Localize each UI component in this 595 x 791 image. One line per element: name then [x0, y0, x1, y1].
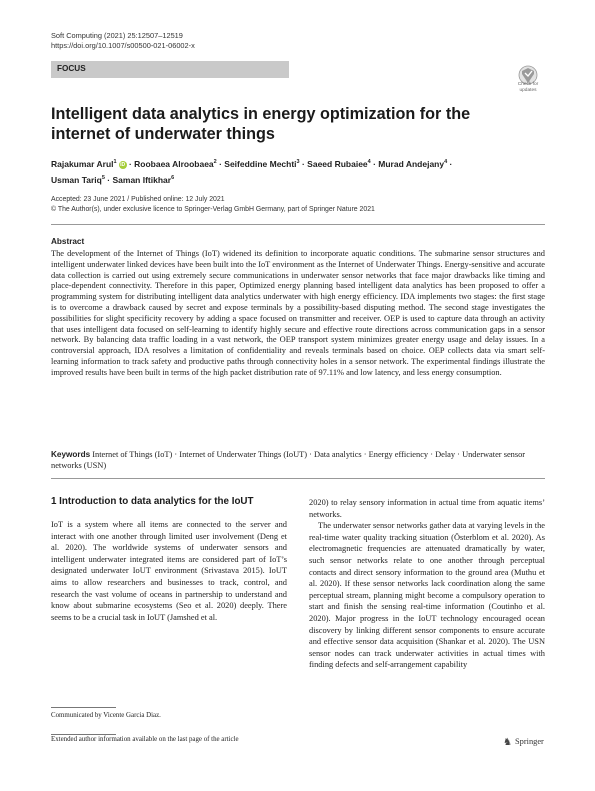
journal-citation: Soft Computing (2021) 25:12507–12519: [51, 31, 183, 40]
footnote-divider: [51, 734, 116, 735]
author-info-note: Extended author information available on the last page of the article: [51, 736, 239, 743]
divider: [51, 478, 545, 479]
publication-dates: [51, 195, 531, 215]
author-list: Rajakumar Arul$^1$ iD · Roobaea Alroobaea$^2$ · Seifeddine Mechti$^3$ · Saeed Rubaiee$^4$ · Murad Andejany$^4$ · Usman Tariq$^5$ · Saman Iftikhar$^6$: [51, 158, 453, 185]
abstract-heading: Abstract: [51, 237, 85, 246]
springer-logo[interactable]: [503, 737, 549, 749]
article-title: Intelligent data analytics in energy optimization for the internet of underwater things: [51, 105, 471, 143]
publisher-name: Springer: [515, 737, 544, 746]
author[interactable]: Roobaea Alroobaea$^2$: [134, 158, 217, 169]
orcid-icon[interactable]: iD: [120, 161, 126, 168]
right-paragraph-1: 2020) to relay sensory information in actual time from aquatic items’ networks.: [309, 498, 545, 519]
doi-link[interactable]: https://doi.org/10.1007/s00500-021-06002-x: [51, 41, 195, 50]
right-paragraph-2: The underwater sensor networks gather data at varying levels in the real-time water quality tracking situation (Österblom et al. 2020). As electromagnetic frequencies are attenuated dramatically by water, such sensor networks relate to one another through perceptual contacts and direct sensory information to the ground area (Muthu et al. 2020). If these sensor networks lack coordination along the same perceptual stream, planning might become a compulsory operation to start and finish the sensing real-time information (Coutinho et al. 2020). Major progress in the IoUT technology encouraged ocean discovery by linking different sensor components to ensure accurate and effective sensor data acquisition (Shankar et al. 2020). The USN sensor nodes can track underwater activities in actual times with finding defects and self-arrangement capability: [309, 521, 545, 670]
communicated-by-note: Communicated by Vicente Garcia Diaz.: [51, 712, 161, 719]
divider: [51, 224, 545, 225]
section-heading: 1 Introduction to data analytics for the IoUT: [51, 496, 254, 507]
keywords-heading: Keywords: [51, 450, 91, 459]
author[interactable]: Saeed Rubaiee$^4$: [307, 158, 371, 169]
journal-info: [51, 31, 195, 51]
abstract-text: The development of the Internet of Things (IoT) widened its definition to incorporate aquatic conditions. The submarine sensor structures and intelligent underwater linked devices have been built into the IoT environment as the Internet of Underwater Things. Energy-sensitive and accurate data collection is carried out using extremely secure communications in underwater sensor networks that face major drawbacks like timing and place-dependent connectivity. Therefore in this paper, Optimized energy planning based intelligent data analytics has been proposed to offer a programming system for distributing intelligent data analytics underwater with high energy efficiency. IDA implements two stages: the first stage is to overcome a drawback caused by secret and expose terminals by a possibility-based disputing method. The second stage investigates the possibilities for slight specificity recovery by adding a space focused on transmitter and receiver. OEP is used to capture data through an activity that uses intelligent data focused on self-learning to identify highly secure and effective route directions across communication gaps in a sensor network. By balancing data traffic loading in a vast network, the OEP transport system minimizes greater energy usage and delay issues. In a controversial approach, IDA resolves a limitation of confidentiality and reveals terminals based on choice. OEP collects data via smart self-learning information to track safety and productive paths through connectivity holes in a sensor network. The experimental findings illustrate the improved results have been built in terms of the high packet distribution rate of 97.11% and low latency, and less energy consumption.: [51, 249, 545, 377]
keywords: [51, 449, 545, 471]
footnote-divider: [51, 707, 116, 708]
check-updates-label: Check for updates: [517, 82, 539, 93]
section-label: FOCUS: [57, 64, 86, 73]
copyright-line: © The Author(s), under exclusive licence to Springer-Verlag GmbH Germany, part of Springer Nature 2021: [51, 206, 375, 213]
author[interactable]: Murad Andejany$^4$: [378, 158, 448, 169]
left-column-paragraph: IoT is a system where all items are connected to the server and interact with one another through limited user involvement (Deng et al. 2020). The worldwide systems of underwater sensors and intelligent underwater integrated items are considered part of IoT’s designated underwater IoUT environment (Srivastava 2015). IoUT aims to allow researchers and businesses to track, control, and research the vast volume of oceans in partnership to understand and know about submarine ecosystems (Seo et al. 2020) deeply. There seems to be a crucial task in IoUT (Jamshed et al.: [51, 520, 287, 622]
section-label-bar: [51, 61, 289, 78]
author[interactable]: Usman Tariq$^5$: [51, 174, 105, 185]
springer-horse-icon: ♞: [503, 737, 512, 748]
keywords-list: Internet of Things (IoT) · Internet of Underwater Things (IoUT) · Data analytics · Energy efficiency · Delay · Underwater sensor networks (USN): [51, 450, 526, 470]
right-column: [309, 497, 545, 671]
author[interactable]: Saman Iftikhar$^6$: [112, 174, 175, 185]
author[interactable]: Rajakumar Arul$^1$: [51, 158, 117, 169]
author[interactable]: Seifeddine Mechti$^3$: [224, 158, 300, 169]
accepted-published-dates: Accepted: 23 June 2021 / Published online: 12 July 2021: [51, 196, 225, 203]
